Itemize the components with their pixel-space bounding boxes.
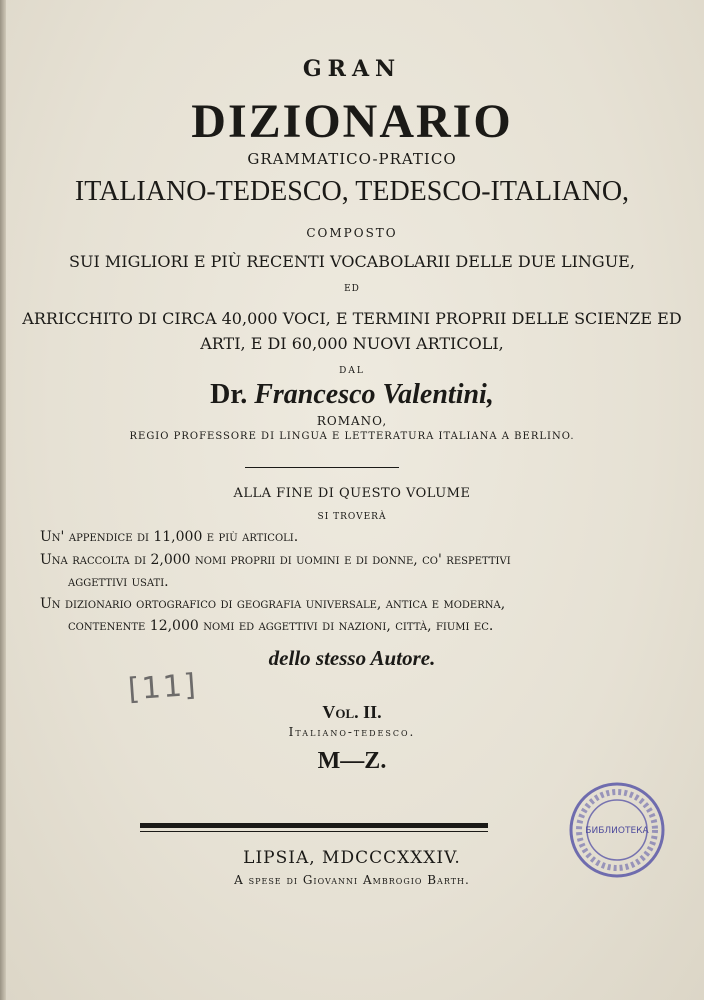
imprint-place-date: LIPSIA, MDCCCXXXIV. — [243, 848, 461, 868]
appendix-item-2: Una raccolta di 2,000 nomi proprii di uomini e di donne, co' respettivi — [40, 552, 511, 568]
divider-thick — [140, 823, 488, 828]
volume-label: Vol. II. — [322, 702, 382, 722]
dal-label: DAL — [339, 366, 365, 376]
author-name: Francesco Valentini, — [254, 379, 494, 410]
sources-line: SUI MIGLIORI E PIÙ RECENTI VOCABOLARII DELLE DUE LINGUE, — [69, 252, 635, 271]
author-position: REGIO PROFESSORE DI LINGUA E LETTERATURA ITALIANA A BERLINO. — [129, 431, 575, 442]
appendix-item-3: Un dizionario ortografico di geografia universale, antica e moderna, — [40, 596, 506, 612]
divider-thin — [140, 831, 488, 832]
appendix-heading: ALLA FINE DI QUESTO VOLUME — [233, 486, 471, 501]
appendix-item-2-cont: aggettivi usati. — [68, 574, 169, 590]
author-line — [0, 379, 704, 411]
volume-range: M—Z. — [317, 748, 387, 774]
imprint-publisher: A spese di Giovanni Ambrogio Barth. — [234, 873, 470, 887]
enriched-line-1: ARRICCHITO DI CIRCA 40,000 VOCI, E TERMINI PROPRII DELLE SCIENZE ED — [22, 309, 682, 328]
si-trovera-label: SI TROVERÀ — [317, 512, 387, 522]
library-stamp-icon — [568, 781, 666, 879]
title-gran: GRAN — [302, 56, 402, 82]
ed-label: ED — [344, 284, 360, 294]
stamp-text: БИБЛИОТЕКА — [585, 826, 649, 836]
enriched-line-2: ARTI, E DI 60,000 NUOVI ARTICOLI, — [200, 334, 504, 353]
author-prefix: Dr. — [210, 379, 248, 410]
appendix-item-3-cont: contenente 12,000 nomi ed aggettivi di nazioni, città, fiumi ec. — [68, 618, 494, 634]
same-author-line: dello stesso Autore. — [268, 646, 436, 670]
appendix-item-1: Un' appendice di 11,000 e più articoli. — [40, 529, 299, 545]
author-origin: ROMANO, — [316, 414, 388, 428]
languages-title: ITALIANO-TEDESCO, TEDESCO-ITALIANO, — [74, 176, 630, 207]
volume-language: Italiano-tedesco. — [288, 725, 416, 739]
divider-short — [245, 467, 399, 468]
composto-label: COMPOSTO — [306, 226, 398, 240]
handwritten-mark: [11] — [126, 667, 199, 708]
subtitle: GRAMMATICO-PRATICO — [247, 150, 457, 168]
title-dizionario: DIZIONARIO — [191, 95, 513, 148]
